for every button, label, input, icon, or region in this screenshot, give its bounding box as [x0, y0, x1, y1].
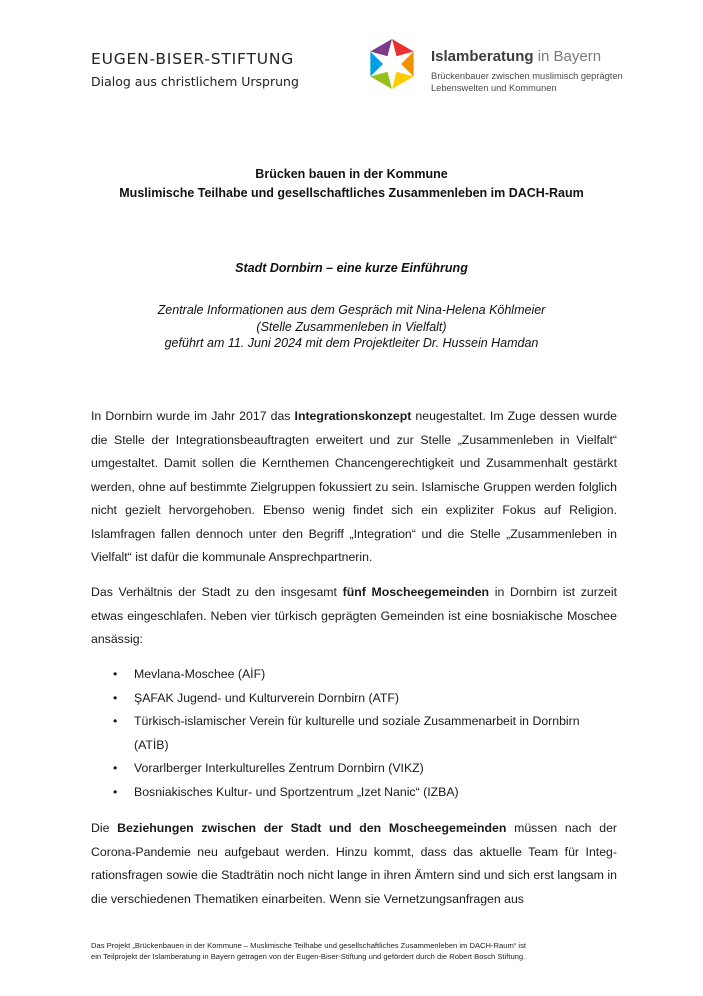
- p1-text-c: neugestaltet. Im Zuge dessen wurde die Stelle der Integrationsbeauftragten erweitert und zur Stelle „Zusammenleben in Vielfalt“ umgestaltet. Damit sollen die Kernthemen Chancengerechtigkeit und Zusammenhalt gestärkt werden, ohne auf bestimmte Zielgruppen fokussiert zu sein. Islamische Gruppen werden folglich nicht gezielt hervorgehoben. Ebenso wenig findet sich ein expliziter Fokus auf Religion. Islamfragen fallen dennoch unter den Begriff „Integration“ und die Stelle „Zusammenleben in Vielfalt“ ist dafür die kommunale Ansprechpartnerin.: [91, 409, 617, 564]
- paragraph-relations: [91, 817, 617, 911]
- footer-line1: Das Projekt „Brückenbauen in der Kommune – Muslimische Teilhabe und gesellschaftliches Zusammenleben im DACH-Raum“ ist: [91, 941, 527, 950]
- partner-name-light: in Bayern: [533, 48, 602, 65]
- title-line2: Muslimische Teilhabe und gesellschaftliches Zusammenleben im DACH-Raum: [119, 186, 584, 200]
- interview-line2: (Stelle Zusammenleben in Vielfalt): [256, 319, 447, 334]
- document-title: [60, 165, 643, 203]
- p1-text-bold: Integrationskonzept: [294, 409, 412, 423]
- list-item: [91, 781, 617, 805]
- interview-line1: Zentrale Informationen aus dem Gespräch mit Nina-Helena Köhlmeier: [157, 303, 546, 317]
- p3-text-bold: Beziehungen zwischen der Stadt und den Moscheegemeinden: [117, 821, 507, 835]
- list-item-text: Mevlana-Moschee (AİF): [134, 667, 266, 681]
- logo-segment: [401, 52, 414, 77]
- partner-tagline: [431, 70, 651, 94]
- p2-text-a: Das Verhältnis der Stadt zu den insgesamt: [91, 585, 343, 599]
- partner-tagline-line1: Brückenbauer zwischen muslimisch geprägten: [431, 71, 623, 81]
- list-item-text: ŞAFAK Jugend- und Kulturverein Dornbirn (ATF): [134, 690, 399, 705]
- interview-line3: geführt am 11. Juni 2024 mit dem Projektleiter Dr. Hussein Hamdan: [164, 336, 539, 350]
- interview-info: [60, 302, 643, 352]
- bullet-icon: •: [113, 690, 118, 705]
- partner-tagline-line2: Lebenswelten und Kommunen: [431, 83, 557, 93]
- list-item: [91, 663, 617, 687]
- paragraph-integration: [91, 405, 617, 570]
- list-item-text: Bosniakisches Kultur- und Sportzentrum „Izet Nanic“ (IZBA): [134, 784, 459, 799]
- partner-name-bold: Islamberatung: [431, 48, 534, 65]
- mosque-list: [91, 663, 617, 804]
- p2-text-bold: fünf Moscheegemeinden: [342, 585, 490, 599]
- bullet-icon: •: [113, 761, 118, 775]
- org-name: EUGEN-BISER-STIFTUNG: [91, 50, 295, 68]
- letterhead: [0, 0, 703, 110]
- p2-text-c: in Dornbirn ist zurzeit etwas eingeschlafen. Neben vier türkisch geprägten Gemeinden ist eine bosniakische Moschee ansässig:: [91, 585, 617, 646]
- islamberatung-logo-icon: [367, 38, 417, 90]
- logo-segment: [392, 39, 414, 56]
- p3-text-c: müssen nach der Corona-Pandemie neu aufgebaut werden. Hinzu kommt, dass das aktuelle Team für Integrationsfragen sowie die Stadträtin noch nicht lange in ihren Ämtern sind und sich erst langsam in die verschiedenen Thematiken einarbeiten. Wenn sie Vernetzungsanfragen aus: [91, 821, 617, 906]
- list-item-text: Türkisch-islamischer Verein für kulturelle und soziale Zusammenarbeit in Dornbirn (ATİB): [134, 714, 580, 752]
- logo-segment: [370, 52, 383, 77]
- logo-segment: [370, 72, 392, 89]
- page-footer: [91, 941, 621, 962]
- bullet-icon: •: [113, 714, 118, 728]
- partner-name: [431, 48, 601, 65]
- logo-segment: [370, 39, 392, 56]
- footer-line2: ein Teilprojekt der Islamberatung in Bayern getragen von der Eugen-Biser-Stiftung und gefördert durch die Robert Bosch Stiftung.: [91, 951, 526, 961]
- org-tagline: Dialog aus christlichem Ursprung: [91, 74, 299, 89]
- list-item-text: Vorarlberger Interkulturelles Zentrum Dornbirn (VIKZ): [134, 761, 424, 775]
- list-item: [91, 757, 617, 781]
- list-item: [91, 687, 617, 711]
- bullet-icon: •: [113, 667, 118, 681]
- paragraph-mosques: [91, 581, 617, 652]
- bullet-icon: •: [113, 784, 118, 799]
- list-item: [91, 710, 617, 757]
- document-subtitle: Stadt Dornbirn – eine kurze Einführung: [235, 261, 468, 275]
- logo-segment: [392, 72, 414, 89]
- title-line1: Brücken bauen in der Kommune: [255, 167, 448, 181]
- p3-text-a: Die: [91, 821, 118, 835]
- p1-text-a: In Dornbirn wurde im Jahr 2017 das: [91, 409, 295, 423]
